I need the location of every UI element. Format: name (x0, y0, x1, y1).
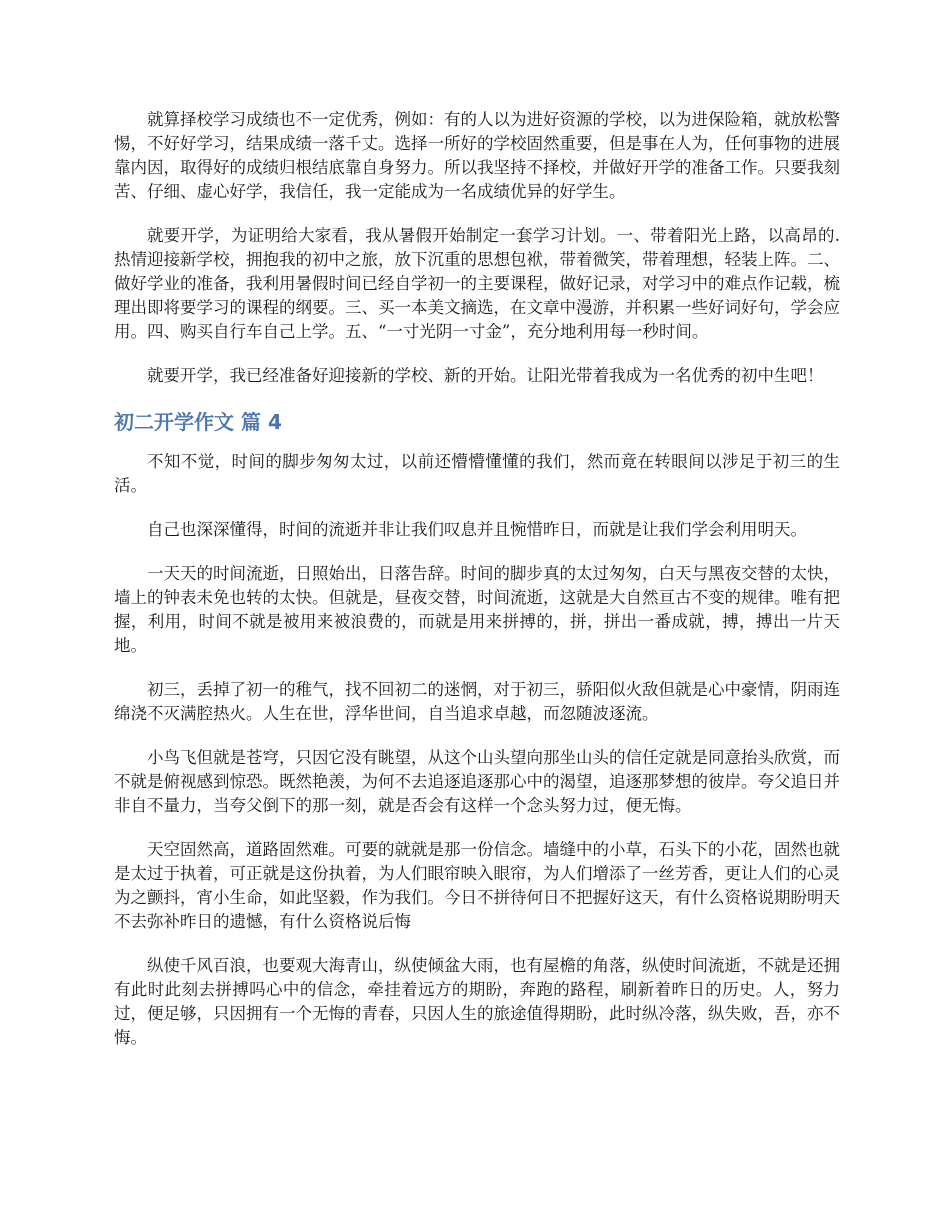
paragraph: 初三，丢掉了初一的稚气，找不回初二的迷惘，对于初三，骄阳似火敌但就是心中豪情，阴雨连绵浇不灭满腔热火。人生在世，浮华世间，自当追求卓越，而忽随波逐流。 (114, 680, 840, 723)
paragraph: 自己也深深懂得，时间的流逝并非让我们叹息并且惋惜昨日，而就是让我们学会利用明天。 (147, 520, 807, 539)
section-heading-label: 篇 (240, 410, 261, 434)
paragraph: 不知不觉，时间的脚步匆匆太过，以前还懵懵懂懂的我们，然而竟在转眼间以涉足于初三的生活。 (114, 452, 840, 495)
paragraph: 一天天的时间流逝，日照始出，日落告辞。时间的脚步真的太过匆匆，白天与黑夜交替的太快，墙上的钟表未免也转的太快。但就是，昼夜交替，时间流逝，这就是大自然亘古不变的规律。唯有把握，利用，时间不就是被用来被浪费的，而就是用来拼搏的，拼，拼出一番成就，搏，搏出一片天地。 (114, 564, 840, 655)
paragraph: 天空固然高，道路固然难。可要的就就是那一份信念。墙缝中的小草，石头下的小花，固然也就是太过于执着，可正就是这份执着，为人们眼帘映入眼帘，为人们增添了一丝芳香，更让人们的心灵为之颤抖，宵小生命，如此坚毅，作为我们。今日不拼待何日不把握好这天，有什么资格说期盼明天不去弥补昨日的遗憾，有什么资格说后悔 (114, 840, 840, 931)
section-heading-number: 4 (267, 410, 282, 434)
paragraph: 小鸟飞但就是苍穹，只因它没有眺望，从这个山头望向那坐山头的信任定就是同意抬头欣赏，而不就是俯视感到惊恐。既然艳羡，为何不去追逐追逐那心中的渴望，追逐那梦想的彼岸。夸父追日并非自不量力，当夸父倒下的那一刻，就是否会有这样一个念头努力过，便无悔。 (114, 748, 840, 815)
paragraph: 就要开学，我已经准备好迎接新的学校、新的开始。让阳光带着我成为一名优秀的初中生吧！ (147, 366, 824, 385)
paragraph: 就要开学，为证明给大家看，我从暑假开始制定一套学习计划。一、带着阳光上路，以高昂的.热情迎接新学校，拥抱我的初中之旅，放下沉重的思想包袱，带着微笑，带着理想，轻装上阵。二、做好学业的准备，我利用暑假时间已经自学初一的主要课程，做好记录，对学习中的难点作记载，梳理出即将要学习的课程的纲要。三、买一本美文摘选，在文章中漫游，并积累一些好词好句，学会应用。四、购买自行车自己上学。五、“一寸光阴一寸金”，充分地利用每一秒时间。 (114, 226, 840, 341)
section-heading-title: 初二开学作文 (114, 410, 234, 434)
paragraph: 纵使千风百浪，也要观大海青山，纵使倾盆大雨，也有屋檐的角落，纵使时间流逝，不就是还拥有此时此刻去拼搏吗心中的信念，牵挂着远方的期盼，奔跑的路程，刷新着昨日的历史。人，努力过，便足够，只因拥有一个无悔的青春，只因人生的旅途值得期盼，此时纵冷落，纵失败，吾，亦不悔。 (114, 956, 840, 1047)
document-page (114, 108, 840, 1070)
paragraph: 就算择校学习成绩也不一定优秀，例如：有的人以为进好资源的学校，以为进保险箱，就放松警惕，不好好学习，结果成绩一落千丈。选择一所好的学校固然重要，但是事在人为，任何事物的进展靠内因，取得好的成绩归根结底靠自身努力。所以我坚持不择校，并做好开学的准备工作。只要我刻苦、仔细、虚心好学，我信任，我一定能成为一名成绩优异的好学生。 (114, 110, 840, 201)
section-heading (114, 408, 840, 436)
